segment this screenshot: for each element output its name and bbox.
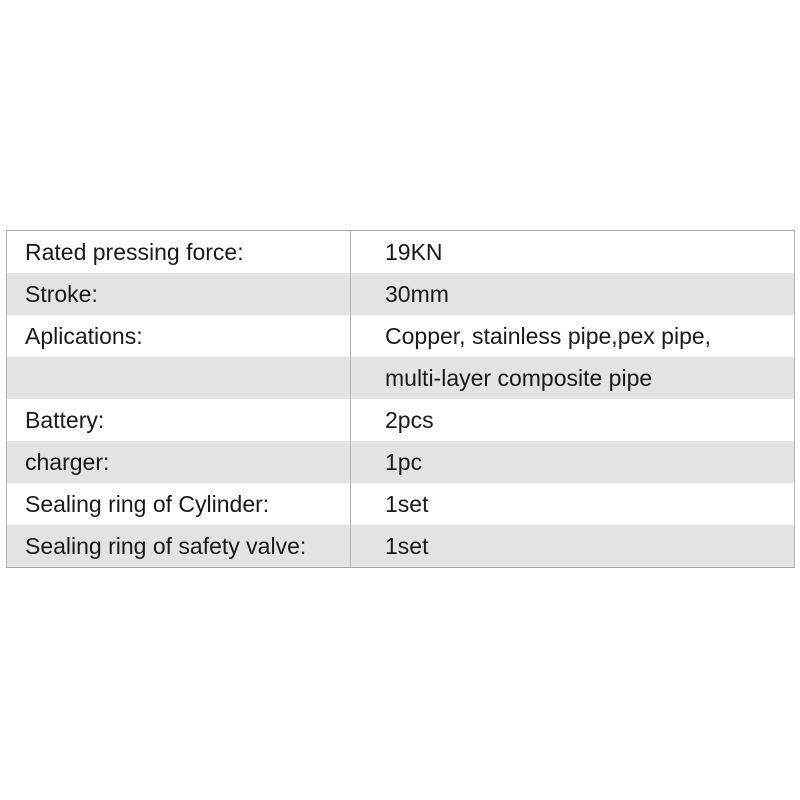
- table-row: [7, 525, 795, 568]
- spec-label-charger: charger:: [7, 441, 351, 483]
- spec-label-rated-pressing-force: Rated pressing force:: [7, 231, 351, 274]
- spec-value-rated-pressing-force: 19KN: [351, 231, 795, 274]
- table-row: [7, 399, 795, 441]
- table-row: [7, 231, 795, 274]
- spec-value-sealing-ring-safety-valve: 1set: [351, 525, 795, 568]
- spec-label-sealing-ring-safety-valve: Sealing ring of safety valve:: [7, 525, 351, 568]
- spec-table: [6, 230, 795, 568]
- spec-value-battery: 2pcs: [351, 399, 795, 441]
- spec-label-battery: Battery:: [7, 399, 351, 441]
- table-row: [7, 357, 795, 399]
- spec-value-sealing-ring-cylinder: 1set: [351, 483, 795, 525]
- table-row: [7, 483, 795, 525]
- table-row: [7, 441, 795, 483]
- table-row: [7, 273, 795, 315]
- spec-label-sealing-ring-cylinder: Sealing ring of Cylinder:: [7, 483, 351, 525]
- table-row: [7, 315, 795, 357]
- spec-value-applications-continued: multi-layer composite pipe: [351, 357, 795, 399]
- spec-value-applications: Copper, stainless pipe,pex pipe,: [351, 315, 795, 357]
- spec-label-applications: Aplications:: [7, 315, 351, 357]
- spec-label-stroke: Stroke:: [7, 273, 351, 315]
- spec-value-charger: 1pc: [351, 441, 795, 483]
- spec-label-applications-continued: [7, 357, 351, 399]
- spec-value-stroke: 30mm: [351, 273, 795, 315]
